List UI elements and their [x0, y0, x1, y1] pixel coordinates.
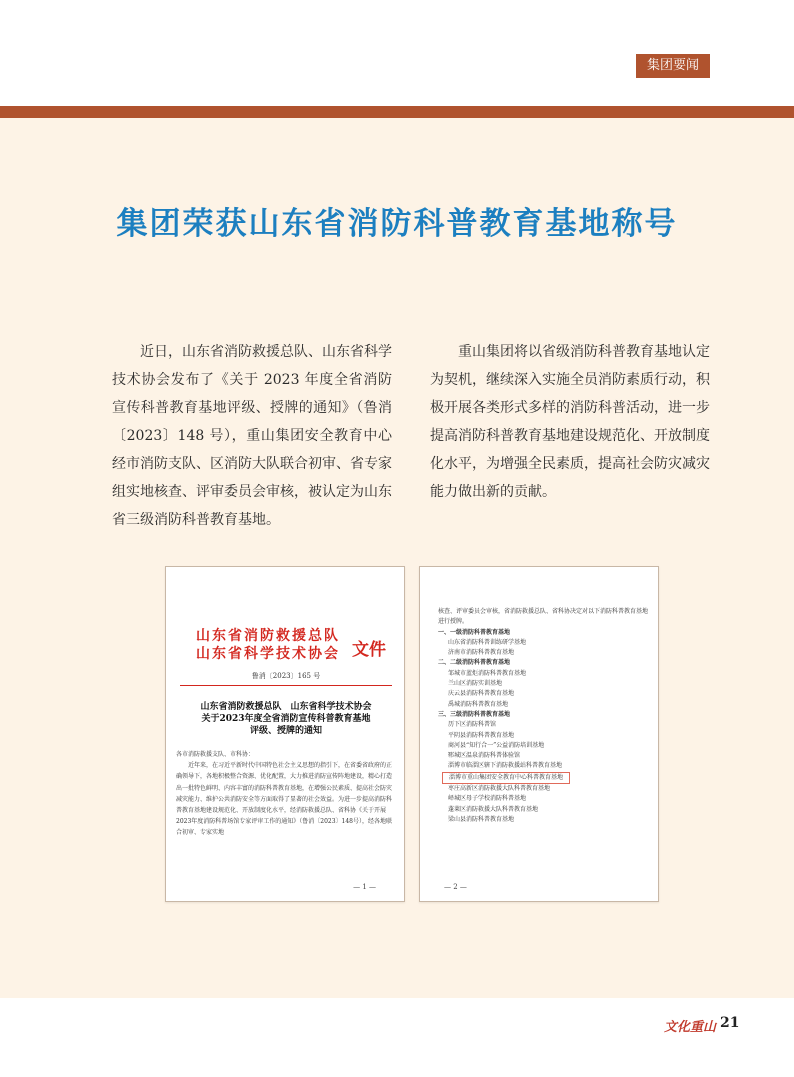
doc1-title-line-1: 山东省消防救援总队 山东省科学技术协会 — [200, 702, 372, 712]
list-item: 庆云县消防科普教育基地 — [448, 690, 515, 698]
list-item: 淄博市临淄区辖下消防救援站科普教育基地 — [448, 762, 563, 770]
article-paragraph-left: 近日，山东省消防救援总队、山东省科学技术协会发布了《关于 2023 年度全省消防宣传科普教育基地评级、授牌的通知》（鲁消〔2023〕148 号），重山集团安全教育中心经市消防支队、区消防大队联合初审、省专家组实地核查、评审委员会审核，被认定为山东省三级消防科普教育基地。 — [112, 344, 392, 528]
list-item: 梁山县消防科普教育基地 — [448, 815, 515, 823]
doc1-issuer-1: 山东省消防救援总队 — [196, 628, 340, 644]
document-image-page-2 — [419, 566, 659, 902]
list-item: 山东省消防科普训练研学基地 — [448, 638, 527, 646]
doc1-red-divider — [180, 685, 392, 686]
doc2-body — [438, 607, 648, 825]
section-tag: 集团要闻 — [636, 54, 710, 78]
doc2-level1-heading: 一、一级消防科普教育基地 — [438, 628, 511, 636]
doc2-level2-heading: 二、二级消防科普教育基地 — [438, 659, 511, 667]
header-band — [0, 106, 794, 118]
list-item: 商河县“知行合一”公益消防培训基地 — [448, 741, 545, 749]
list-item: 兰山区消防实训基地 — [448, 680, 503, 688]
doc1-title-line-3: 评级、授牌的通知 — [249, 726, 322, 736]
article-title: 集团荣获山东省消防科普教育基地称号 — [116, 206, 678, 242]
list-item: 枣庄高新区消防救援大队科普教育基地 — [448, 785, 551, 793]
list-item: 郓城区温泉消防科普体验馆 — [448, 752, 521, 760]
doc1-title-line-2: 关于2023年度全省消防宣传科普教育基地 — [201, 714, 371, 724]
doc1-salutation: 各市消防救援支队、市科协： — [176, 751, 255, 758]
article-paragraph-right: 重山集团将以省级消防科普教育基地认定为契机，继续深入实施全员消防素质行动，积极开展各类形式多样的消防科普活动，进一步提高消防科普教育基地建设规范化、开放制度化水平，为增强全民素质，提高社会防灾减灾能力做出新的贡献。 — [430, 344, 710, 500]
list-item: 济南市消防科普教育基地 — [448, 649, 515, 657]
highlighted-list-item: 淄博市重山集团安全教育中心科普教育基地 — [442, 772, 570, 784]
list-item: 平阴县消防科普教育基地 — [448, 731, 515, 739]
doc2-intro: 核查、评审委员会审核，省消防救援总队、省科协决定对以下消防科普教育基地进行授牌。 — [438, 608, 649, 626]
doc1-page-number: — 1 — — [353, 883, 376, 891]
list-item: 禹城消防科普教育基地 — [448, 700, 509, 708]
doc1-body — [176, 749, 394, 839]
doc2-level3-heading: 三、三级消防科普教育基地 — [438, 710, 511, 718]
doc1-red-header — [196, 627, 340, 663]
list-item: 邹城市蓝炬消防科普教育基地 — [448, 669, 527, 677]
doc2-page-number: — 2 — — [444, 883, 467, 891]
page-number: 21 — [720, 1015, 740, 1031]
doc1-body-text: 近年来，在习近平新时代中国特色社会主义思想的指引下，在省委省政府的正确领导下，各地积极整合资源、优化配置，大力推进消防宣传阵地建设，精心打造出一批特色鲜明、内容丰富的消防科普教育基地，在增强公民素质、提高社会防灾减灾能力、维护公共消防安全等方面取得了显著的社会效益。为进一步提高消防科普教育基地建设规范化、开放制度化水平，经消防救援总队、省科协《关于开展2023年度消防科普场馆专家评审工作的通知》（鲁消〔2023〕148号），经各地联合初审、专家实地 — [176, 762, 393, 837]
footer-logo: 文化重山 — [664, 1020, 717, 1035]
doc1-wenjian: 文件 — [352, 640, 386, 660]
document-image-page-1 — [165, 566, 405, 902]
list-item: 峄城区母子学校消防科普基地 — [448, 795, 527, 803]
list-item: 历下区消防科普馆 — [448, 721, 497, 729]
doc1-number: 鲁消〔2023〕165 号 — [251, 672, 321, 680]
doc1-issuer-2: 山东省科学技术协会 — [196, 646, 340, 662]
list-item: 蓬莱区消防救援大队科普教育基地 — [448, 805, 539, 813]
doc1-title — [166, 701, 405, 737]
